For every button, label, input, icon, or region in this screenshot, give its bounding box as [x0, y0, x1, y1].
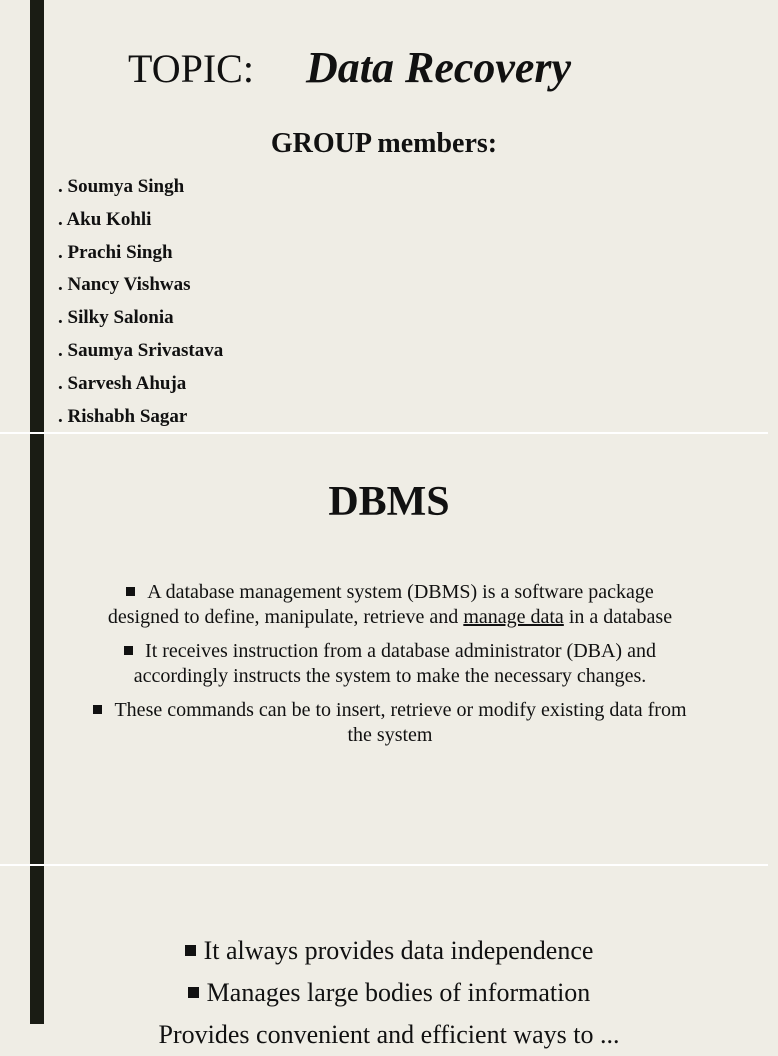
member-item: . Prachi Singh [58, 241, 173, 263]
bullet-text: A database management system (DBMS) is a software package designed to define, manipulate, retrieve and [107, 581, 654, 628]
bullet-text: in a database [563, 606, 673, 628]
slide-heading: DBMS [328, 479, 450, 525]
slide-features [0, 866, 768, 1049]
topic-label: TOPIC: [128, 46, 254, 91]
bullet-text: Provides convenient and efficient ways to ... [158, 1020, 620, 1049]
member-item: . Saumya Srivastava [58, 339, 224, 361]
member-item: . Nancy Vishwas [58, 274, 191, 296]
bullet-item [84, 1014, 694, 1056]
slide-dbms [0, 434, 768, 864]
square-bullet-icon [188, 987, 199, 998]
square-bullet-icon [124, 646, 133, 655]
bullet-item [90, 639, 690, 689]
square-bullet-icon [126, 587, 135, 596]
accent-bar [30, 0, 44, 432]
square-bullet-icon [93, 705, 102, 714]
accent-bar [30, 866, 44, 1024]
topic-title: Data Recovery [305, 43, 572, 92]
manage-data-link[interactable]: manage data [463, 606, 564, 628]
bullet-text: Manages large bodies of information [206, 978, 591, 1007]
bullet-item [90, 580, 690, 630]
member-list [58, 171, 223, 433]
bullet-text: It always provides data independence [203, 936, 594, 965]
bullet-item [84, 972, 694, 1014]
bullet-text: These commands can be to insert, retrieve or modify existing data from the system [114, 699, 687, 746]
feature-bullet-list [84, 930, 694, 1056]
member-item: . Soumya Singh [58, 176, 185, 197]
slide-title [0, 0, 768, 432]
member-item: . Aku Kohli [58, 208, 152, 230]
topic-line [128, 42, 571, 93]
square-bullet-icon [185, 945, 196, 956]
bullet-item [90, 698, 690, 748]
bullet-text: It receives instruction from a database administrator (DBA) and accordingly instructs the system to make the necessary changes. [133, 640, 656, 687]
member-item: . Rishabh Sagar [58, 405, 188, 427]
bullet-item [84, 930, 694, 972]
dbms-bullet-list [90, 580, 690, 757]
group-heading [0, 128, 768, 160]
group-heading-text: GROUP members: [270, 128, 498, 159]
member-item: . Silky Salonia [58, 307, 174, 329]
member-item: . Sarvesh Ahuja [58, 372, 187, 394]
